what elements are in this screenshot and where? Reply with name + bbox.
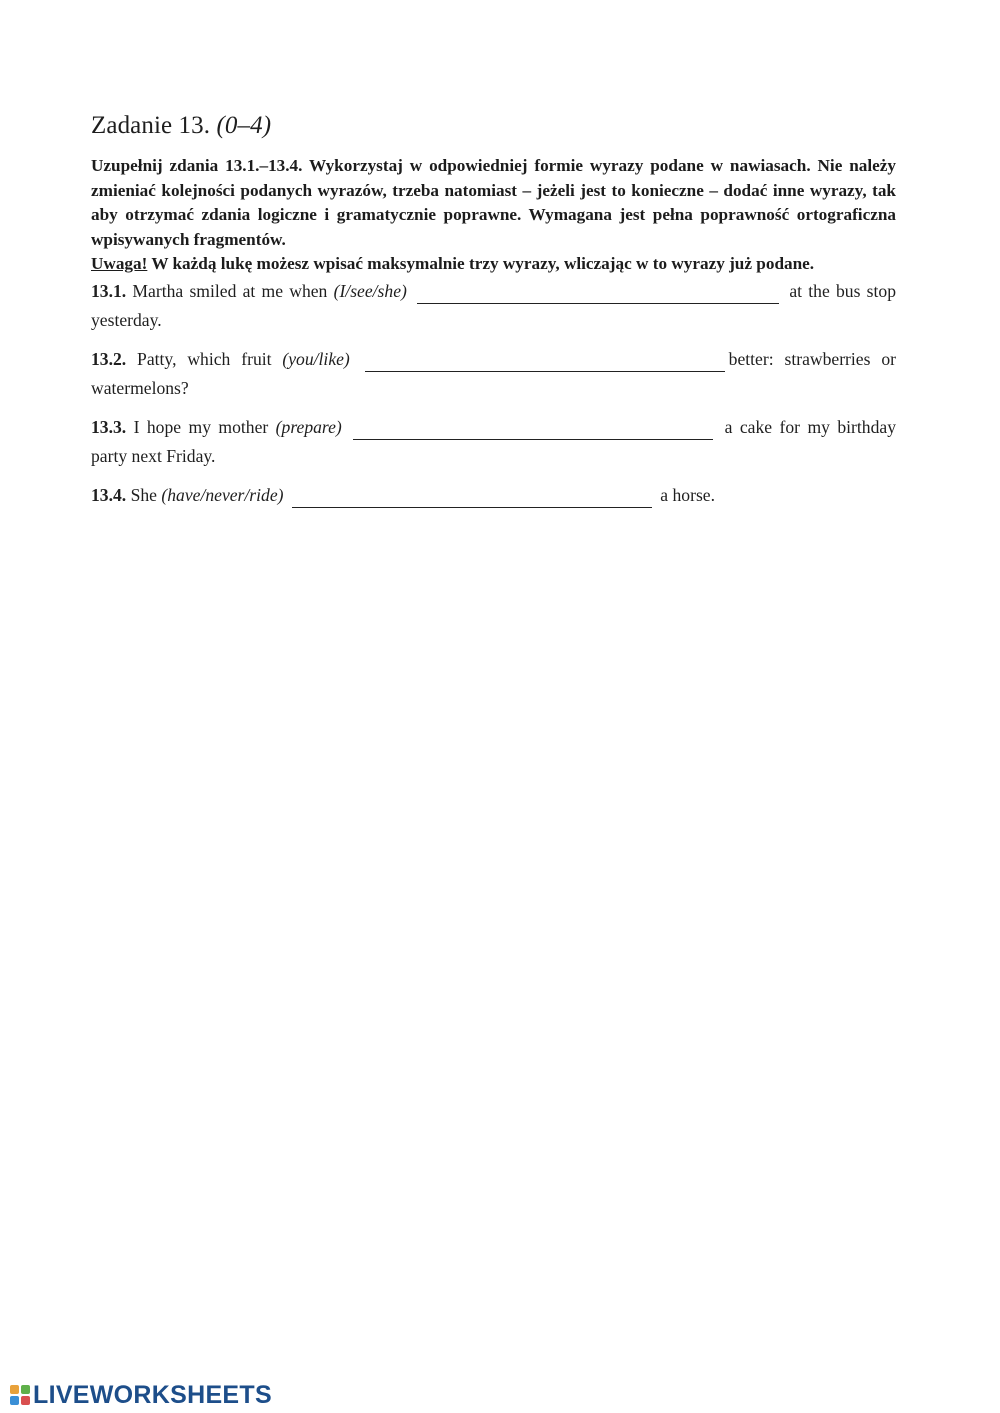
answer-input-13-3[interactable] [353, 419, 713, 440]
item-text-before: I hope my mother [126, 416, 276, 437]
item-number: 13.1. [91, 280, 127, 301]
liveworksheets-footer[interactable] [10, 1382, 272, 1408]
answer-input-13-4[interactable] [292, 487, 652, 508]
item-hint: (I/see/she) [333, 280, 407, 301]
item-text-after: a horse. [655, 484, 716, 505]
exercise-item-13-1 [91, 277, 896, 335]
exercise-item-13-3 [91, 413, 896, 471]
liveworksheets-brand: LIVEWORKSHEETS [33, 1380, 272, 1409]
logo-square-3 [10, 1396, 19, 1405]
item-hint: (prepare) [275, 416, 342, 437]
item-text-before: She [126, 484, 162, 505]
exercise-item-13-4 [91, 481, 896, 510]
note-label: Uwaga! [91, 254, 148, 273]
exercise-item-13-2 [91, 345, 896, 403]
logo-square-2 [21, 1385, 30, 1394]
item-number: 13.4. [91, 484, 127, 505]
answer-input-13-2[interactable] [365, 351, 725, 372]
item-hint: (you/like) [282, 348, 350, 369]
instructions-main: Uzupełnij zdania 13.1.–13.4. Wykorzystaj w odpowiedniej formie wyrazy podane w nawiasach. Nie należy zmieniać kolejności podanych wyrazów, trzeba natomiast – jeżeli jest to konieczne – dodać inne wyrazy, tak aby otrzymać zdania logiczne i gramatycznie poprawne. Wymagana jest pełna poprawność ortograficzna wpisywanych fragmentów. [91, 156, 896, 249]
task-points: (0–4) [216, 112, 272, 139]
task-title [91, 112, 896, 140]
item-hint: (have/never/ride) [161, 484, 284, 505]
answer-input-13-1[interactable] [417, 283, 779, 304]
liveworksheets-logo-icon [10, 1385, 30, 1405]
note-text: W każdą lukę możesz wpisać maksymalnie trzy wyrazy, wliczając w to wyrazy już podane. [147, 254, 815, 273]
item-text-after: a cake for my birthday party next Friday. [91, 416, 896, 466]
item-text-after: at the bus stop yesterday. [91, 280, 896, 330]
item-text-after: better: strawberries or watermelons? [91, 348, 896, 398]
worksheet-page [91, 112, 896, 510]
logo-square-4 [21, 1396, 30, 1405]
item-text-before: Martha smiled at me when [126, 280, 334, 301]
logo-square-1 [10, 1385, 19, 1394]
task-title-text: Zadanie 13. [91, 112, 217, 139]
item-number: 13.3. [91, 416, 127, 437]
item-number: 13.2. [91, 348, 127, 369]
task-instructions [91, 154, 896, 277]
item-text-before: Patty, which fruit [126, 348, 283, 369]
